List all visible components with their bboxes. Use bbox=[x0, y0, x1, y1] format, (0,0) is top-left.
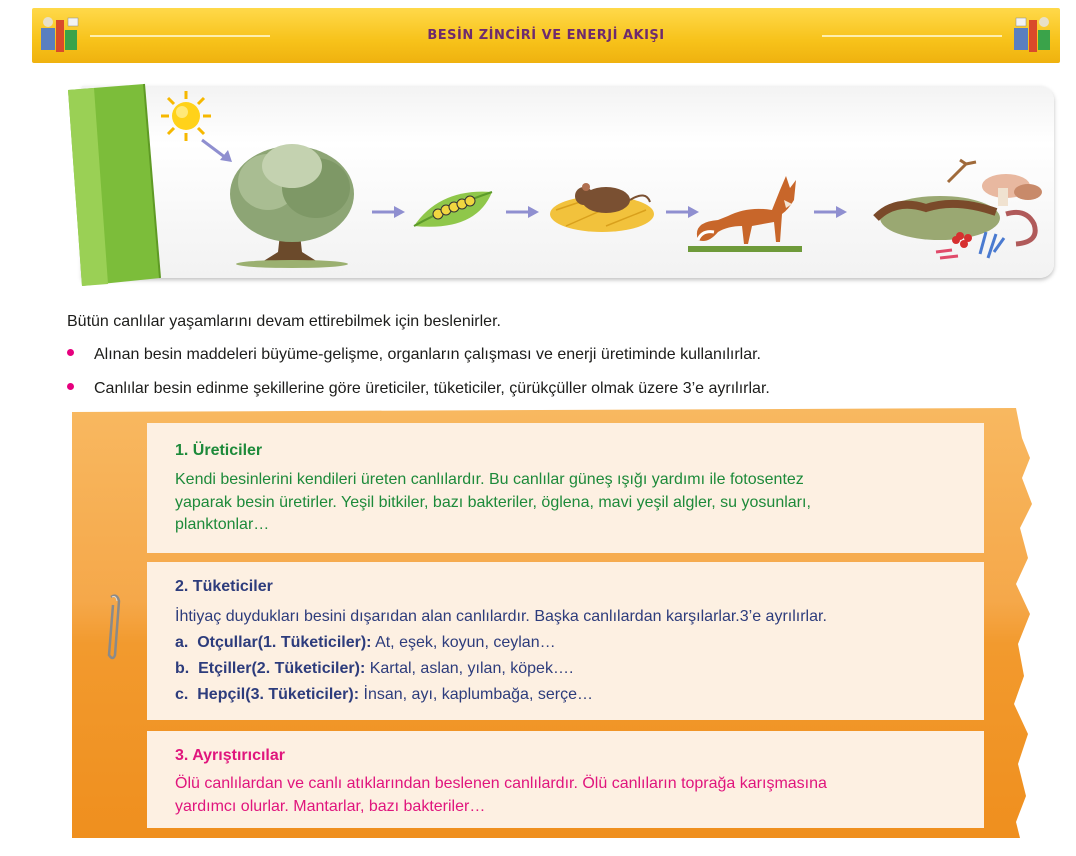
consumers-description: İhtiyaç duydukları besini dışarıdan alan canlılardır. Başka canlılardan karşılarlar.3’e ayrılırlar. a. Otçullar(1. Tüketiciler): At, eşek, koyun, ceylan… b. Etçiller(2. Tüketiciler): Kartal, aslan, yılan, köpek…. c. Hepçil(3. Tüketiciler): İnsan, ayı, kaplumbağa, serçe… bbox=[175, 604, 827, 708]
bullet-item: Canlılar besin edinme şekillerine göre üreticiler, tüketiciler, çürükçüller olmak üzere 3’e ayrılırlar. bbox=[67, 380, 770, 398]
page-title: BESİN ZİNCİRİ VE ENERJİ AKIŞI bbox=[427, 28, 665, 43]
intro-text: Bütün canlılar yaşamlarını devam ettirebilmek için beslenirler. bbox=[67, 313, 501, 330]
arrow-icon bbox=[372, 205, 406, 219]
pencil-decoration bbox=[822, 35, 1002, 37]
consumer-type-item: b. Etçiller(2. Tüketiciler): Kartal, aslan, yılan, köpek…. bbox=[175, 660, 574, 677]
bullet-dot bbox=[67, 383, 74, 390]
stationery-icon bbox=[1008, 14, 1054, 58]
producers-card bbox=[147, 423, 984, 553]
fox-icon bbox=[688, 170, 802, 254]
decomposers-title: 3. Ayrıştırıcılar bbox=[175, 747, 285, 764]
arrow-icon bbox=[814, 205, 848, 219]
consumers-card bbox=[147, 562, 984, 720]
paperclip-icon bbox=[103, 593, 127, 661]
bullet-item: Alınan besin maddeleri büyüme-gelişme, organların çalışması ve enerji üretiminde kullanılırlar. bbox=[67, 346, 761, 364]
producers-description: Kendi besinlerini kendileri üreten canlılardır. Bu canlılar güneş ışığı yardımı ile fotosentez yaparak besin üretirler. Yeşil bitkiler, bazı bakteriler, öglena, mavi yeşil algler, su yosunları, planktonlar… bbox=[175, 471, 811, 533]
caterpillar-icon bbox=[410, 186, 496, 238]
green-tab bbox=[64, 82, 164, 288]
header-banner bbox=[32, 8, 1060, 63]
consumers-title: 2. Tüketiciler bbox=[175, 578, 273, 595]
bullet-dot bbox=[67, 349, 74, 356]
decomposers-icon bbox=[856, 158, 1046, 266]
consumer-type-item: c. Hepçil(3. Tüketiciler): İnsan, ayı, kaplumbağa, serçe… bbox=[175, 686, 593, 703]
arrow-icon bbox=[506, 205, 540, 219]
producers-title: 1. Üreticiler bbox=[175, 442, 263, 459]
consumer-type-item: a. Otçullar(1. Tüketiciler): At, eşek, koyun, ceylan… bbox=[175, 634, 556, 651]
decomposers-description: Ölü canlılardan ve canlı atıklarından beslenen canlılardır. Ölü canlıların toprağa karışmasına yardımcı olurlar. Mantarlar, bazı bakteriler… bbox=[175, 775, 827, 815]
tree-icon bbox=[222, 136, 360, 268]
decomposers-card bbox=[147, 731, 984, 828]
sun-icon bbox=[160, 90, 212, 142]
mouse-icon bbox=[546, 170, 656, 236]
